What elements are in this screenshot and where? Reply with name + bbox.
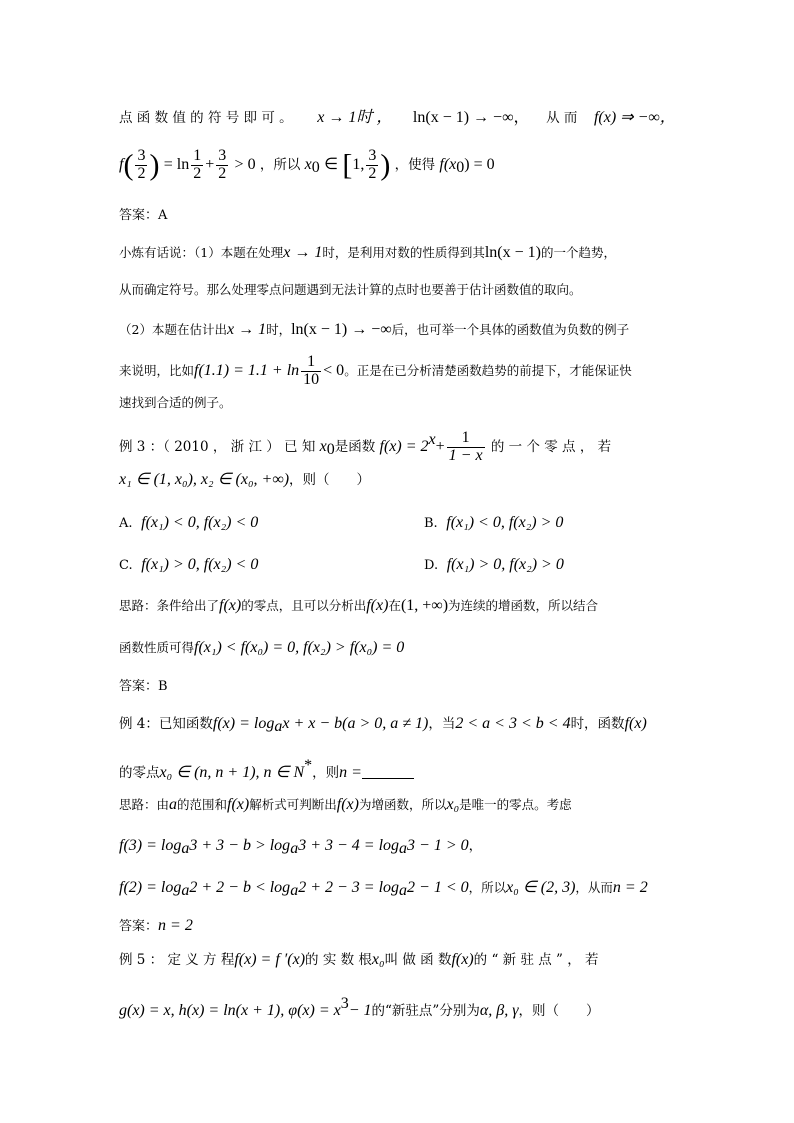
fraction-3-2c: $\frac{3}{2}$ (368, 147, 377, 182)
math-f11: f(1.1) = 1.1 + ln (194, 361, 300, 379)
fraction-1-2: $\frac{1}{2}$ (193, 147, 202, 182)
ex4-line-1: 例 4：已知函数$f(x) = \log_ax + x - b(a > 0$, a ≠ 1)，当2 < a < 3 < b < 4时，函数f(x) (119, 715, 647, 735)
note-line-4: 来说明，比如f(1.1) = 1.1 + ln $\frac{1}{10}$ < 0。正是在已分析清楚函数趋势的前提下，才能保证快 (119, 353, 632, 388)
answer-blank[interactable] (362, 766, 414, 779)
para1-line (119, 110, 676, 126)
math-ln-x-1: ln(x − 1) (484, 244, 541, 261)
answer-ex3: 答案：B (119, 679, 168, 694)
math-f-2x: f(x) = 2 (379, 437, 429, 455)
ex5-line-1: 例 5 ： 定 义 方 程f(x) = f ′(x)的 实 数 根x₀叫 做 函 数f(x)的 “ 新 驻 点 ” ， 若 (119, 951, 599, 968)
answer-1: 答案：A (119, 208, 168, 223)
math-interval-start: 1, (352, 155, 365, 173)
math-ln-limit2: ln(x − 1) → −∞ (291, 321, 392, 338)
fraction-3-2b: $\frac{3}{2}$ (218, 147, 227, 182)
option-c[interactable]: C. f(x₁) > 0, f(x₂) < 0 (119, 556, 259, 573)
math-in: ∈ (324, 155, 339, 173)
option-b[interactable]: B. f(x₁) < 0, f(x₂) > 0 (424, 514, 564, 531)
math-sub: 0 (311, 158, 320, 176)
math-x0b: x (319, 437, 327, 455)
ex3-line-1: 例 3 ：（ 2010 ， 浙 江 ） 已 知 $x_0$是函数 $f(x) = 2^x+$ $\frac{1}{1 - x}$ 的 一 个 零 点 ， 若 (119, 429, 612, 464)
option-a[interactable]: A. f(x₁) < 0, f(x₂) < 0 (119, 514, 259, 531)
fraction-1-10: $\frac{1}{10}$ (303, 353, 320, 388)
note-line-1: 小炼有话说：（1）本题在处理x → 1时，是利用对数的性质得到其ln(x − 1)的一个趋势， (119, 244, 616, 261)
fraction-3-2: $\frac{3}{2}$ (137, 147, 146, 182)
math-f: f (119, 155, 124, 173)
para1-text2: 从 而 (546, 110, 578, 126)
math-gt-0: > 0 (234, 155, 256, 173)
ex3-line-2: x₁ ∈ (1, x₀), x₂ ∈ (x₀, +∞)，则（ ） (119, 471, 371, 488)
note-line-2: 从而确定符号。那么处理零点问题遇到无法计算的点时也要善于估计函数值的取向。 (119, 282, 582, 297)
note-line-3: （2）本题在估计出x → 1时，ln(x − 1) → −∞后，也可举一个具体的函数值为负数的例子 (119, 321, 630, 338)
para2-text: ，所以 (259, 156, 301, 173)
math-x0: x (304, 155, 312, 173)
ex3-thought-2: 函数性质可得f(x₁) < f(x₀) = 0, f(x₂) > f(x₀) = 0 (119, 639, 405, 656)
math-x-to-1c: x → 1 (226, 321, 267, 338)
math-eq-ln: = ln (163, 155, 190, 173)
math-lt-0: < 0 (323, 361, 345, 379)
math-x1-x2-range: x₁ ∈ (1, x₀), x₂ ∈ (x₀, +∞) (119, 471, 290, 488)
math-x-to-1: x → 1时 ， (317, 109, 393, 126)
math-ln-limit: ln(x − 1) → −∞， (412, 109, 530, 126)
ex4-thought-3: $f(2) = \log_a2 + 2 - b < \log_a2 + 2 - 3 = \log_a2 - 1 < 0$，所以x₀ ∈ (2, 3)，从而n = 2 (119, 879, 648, 899)
para2-text2: ，使得 (394, 156, 436, 173)
para2-line: f( $\frac{3}{2}$ ) = ln $\frac{1}{2}$ + $\frac{3}{2}$ > 0 ，所以 $x_0$ ∈ [1, $\frac{3}{2}$ ) ，使得 $f(x_0) = 0$ (119, 147, 495, 182)
math-x-to-1b: x → 1 (283, 244, 323, 261)
answer-ex4: 答案：n = 2 (119, 917, 193, 934)
ex5-line-2: g(x) = x, h(x) = ln(x + 1), $\varphi(x) = x^3- 1$的“新驻点”分别为α, β, γ，则（ ） (119, 995, 600, 1019)
fraction-1-over-1-x: $\frac{1}{1 - x}$ (448, 429, 483, 464)
ex4-thought-1: 思路：由a的范围和f(x)解析式可判断出f(x)为增函数，所以x₀是唯一的零点。考虑 (119, 796, 572, 813)
ex4-thought-2: $f(3) = \log_a3 + 3 - b > \log_a3 + 3 - 4 = \log_a3 - 1 > 0$， (119, 837, 483, 857)
ex4-line-2: 的零点x₀ ∈ (n, n + 1), n ∈ N*，则n = (119, 758, 414, 781)
math-eq-0: ) = 0 (464, 155, 495, 173)
math-fx0: f(x (439, 155, 457, 173)
ex3-thought-1: 思路：条件给出了f(x)的零点，且可以分析出f(x)在(1, +∞)为连续的增函数，所以结合 (119, 597, 599, 614)
math-plus: + (205, 155, 215, 173)
option-d[interactable]: D. f(x₁) > 0, f(x₂) > 0 (424, 556, 564, 573)
note-line-5: 速找到合适的例子。 (119, 395, 232, 410)
math-fx-limit: f(x) ⇒ −∞， (593, 109, 676, 126)
para1-text: 点 函 数 值 的 符 号 即 可 。 (119, 110, 293, 126)
